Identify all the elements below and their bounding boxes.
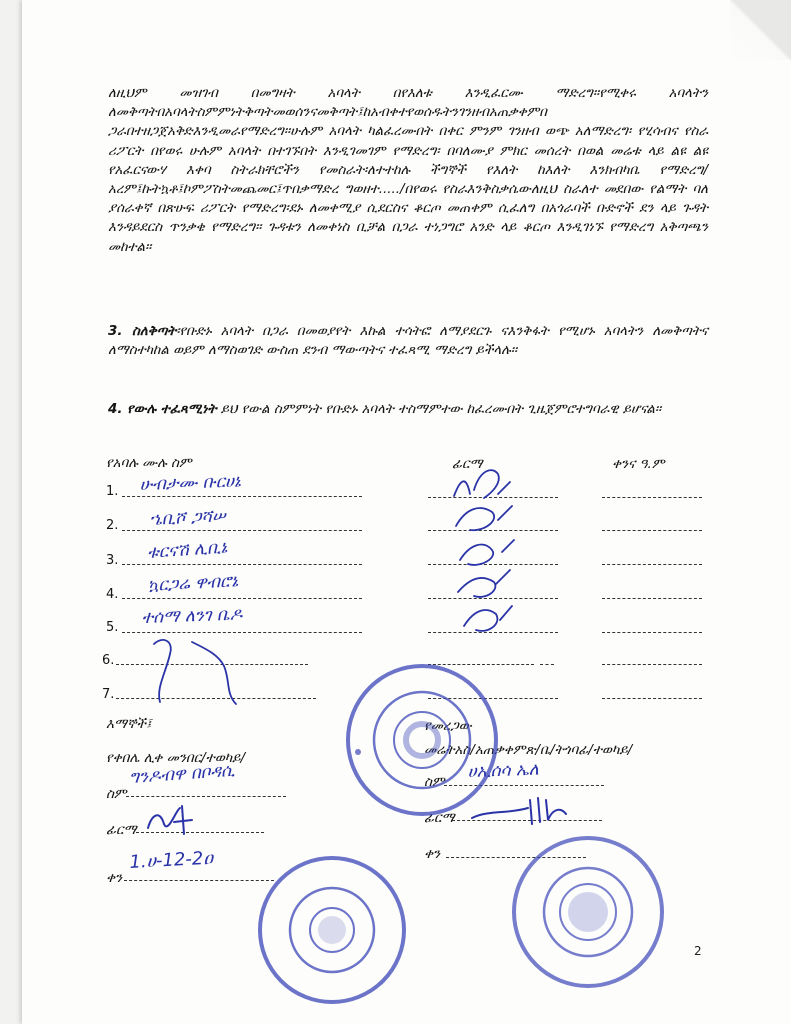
member-name-header: የአባሉ ሙሉ ስም: [106, 455, 192, 471]
chair-name-label: ስም: [106, 786, 127, 802]
witnesses-label: እማኞች፤: [106, 716, 152, 732]
member-6-signature-scrawl: [148, 632, 248, 712]
member-4-name-line: [122, 598, 362, 599]
district-office-stamp: [508, 832, 668, 992]
member-2-date-line: [602, 530, 702, 531]
chair-name-line: [126, 796, 286, 797]
member-5-date-line: [602, 632, 702, 633]
member-1-name: ሁብታሙ ቡርሀኔ: [139, 471, 242, 495]
member-3-name-line: [122, 564, 362, 565]
member-3-date-line: [602, 564, 702, 565]
paragraph-4: [108, 400, 708, 419]
chair-date-value: 1.ሀ-12-2ዐ: [128, 847, 214, 873]
paragraph-4-body: ይህ የውል ስምምነት የቡድኑ አባላት ተስማምተው ከፈረሙበት ጊዜጀምሮተግባራዊ ይሆናል፡፡: [216, 402, 662, 417]
date-header: ቀንና ዓ.ም: [612, 456, 665, 472]
member-7-number: 7.: [102, 687, 115, 702]
paragraph-1: ለዚህም መዝገብ በመግዛት አባላት በየእለቱ እንዲፈርሙ ማድረግ፡፡የሚቀሩ አባላትን ለመቅጣትበአባላትስምምነትቅጣትመወሰንናመቅጣት፤ከአብቀተየወሰዱትንገንዘብአጠቃቀምበ ጋራበተዘጋጀአቅድእንዲመራየማድረግ፡፡ሁሉም አባላት ካልፈረሙበት በቀር ምንም ገንዘብ ወጭ አለማድረግ፡ የሂሳብና የስራ ሪፖርት በየወሩ ሁሉም አባላት በተገኙበት እንዲገመገም የማድረግ፡ በባለሙያ ምክር መሰረት በወል መሬቱ ላይ ልዩ ልዩ የአፈርናውሃ እቀባ ስትራክቸሮችን የመስራት፡ለተተከሉ ችግኞች የእለት ከእለት እንክብካቤ የማድረግ/አረም፤ኩትኳቶ፤ኮምፖስትመጨመር፤ጥበቃማድረ ግወዘተ...../በየወሩ የስራእንቅስቃሴውለዚህ ስራለተ መደበው የልማት ባለ ያሰራቀኛ በጽሁፍ ሪፖርት የማድረግ፡ደኑ ለመቀሚያ ሲደርስና ቆርጦ መጠቀም ሲፈለግ በአጎራባች ቡድኖች ደን ላይ ጉዳት እንዳይደርስ ጥንቃቄ የማድረግ፡፡ ጉዳቱን ለመቀነስ ቢቻል በጋራ ተነጋግሮ አንድ ላይ ቆርጦ እንዲገነኙ የማድረግ አቅጣጫን መከተል፡፡: [108, 86, 708, 255]
page-number: 2: [694, 944, 702, 958]
member-1-name-line: [122, 496, 362, 497]
paragraph-3-body: ፡የቡድኑ አባላት በጋራ በመወያየት እኩል ተሳትፎ ለማያደርጉ ናእንቅፋት የሚሆኑ አባላትን ለመቅጣትና ለማስተካከል ወይም ለማስወገድ ውስጠ ደንብ ማውጣትና ተፈጻሚ ማድረግ ይችላሉ፡፡: [108, 324, 708, 359]
chair-date-label: ቀን: [106, 870, 123, 886]
chair-signature-label: ፊርማ: [106, 822, 137, 838]
verifier-label: የመረጋው: [424, 718, 472, 734]
paragraph-3: [108, 322, 708, 360]
kebele-stamp: [254, 852, 410, 1008]
member-2-number: 2.: [106, 518, 119, 533]
member-4-number: 4.: [106, 587, 119, 602]
office-signature-label: ፊርማ: [424, 810, 455, 826]
folded-corner: [730, 0, 791, 60]
member-3-number: 3.: [106, 553, 119, 568]
land-office-stamp: [342, 660, 502, 820]
office-date-label: ቀን: [424, 846, 441, 862]
office-name-value: ሀኢሰሳ ኤለ: [467, 759, 540, 782]
signature-header: ፊርማ: [452, 456, 483, 472]
paragraph-4-heading: 4. የውሉ ተፈጻሚነት: [108, 402, 217, 417]
office-name-label: ስም: [424, 774, 445, 790]
member-6-separator-line: [540, 664, 554, 665]
member-5-name: ተሰማ ለንገ ቤዶ: [141, 604, 243, 628]
member-2-name-line: [122, 530, 362, 531]
member-1-number: 1.: [106, 484, 119, 499]
member-signatures-scrawl: [440, 460, 530, 660]
kebele-chair-label: የቀበሌ ሊቀ መንበር/ተወካይ/: [106, 750, 245, 766]
member-6-number: 6.: [102, 653, 115, 668]
member-4-date-line: [602, 598, 702, 599]
member-5-number: 5.: [106, 620, 119, 635]
member-3-name: ቱርናሽ ሊቢኔ: [146, 537, 228, 563]
land-office-label: መሬትአስ/አጠቃቀምጽ/ቤ/ትጎባፊ/ተወካይ/: [424, 742, 633, 758]
member-4-name: ኳርጋሬ ዋብሮኔ: [146, 571, 239, 596]
chair-name-value: ግንዶብዋ በቦዳሲ: [128, 760, 236, 788]
member-7-date-line: [602, 698, 702, 699]
member-6-date-line: [602, 664, 702, 665]
paragraph-3-heading: 3. ስለቅጣት: [108, 324, 177, 339]
chair-signature-scrawl: [144, 800, 204, 840]
member-1-date-line: [602, 497, 702, 498]
member-2-name: ኄቢሾ ጋሻሠ: [148, 506, 227, 530]
chair-date-line: [124, 880, 274, 881]
